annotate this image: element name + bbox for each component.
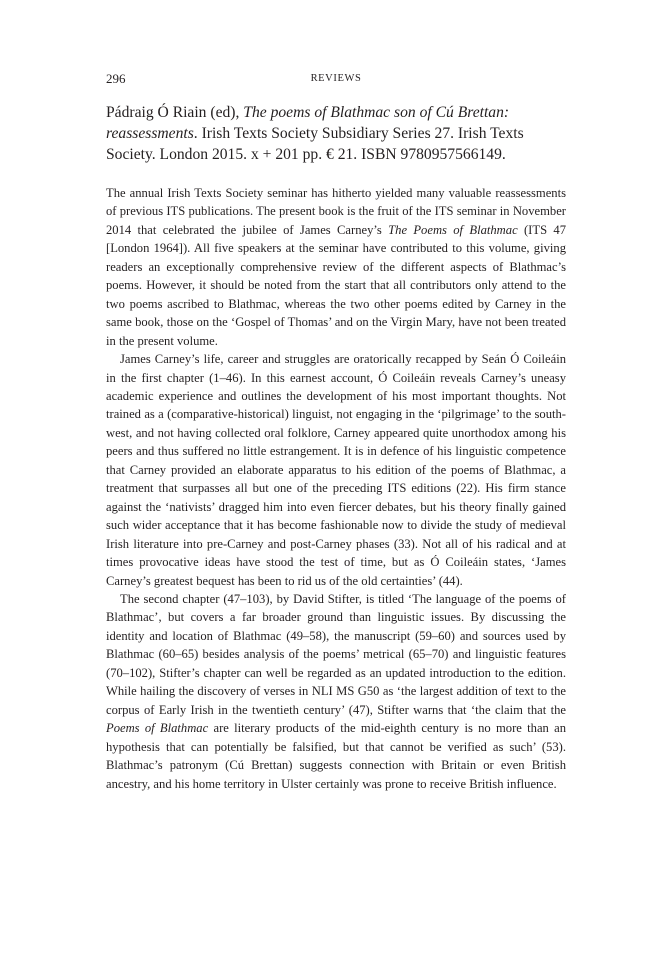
review-citation <box>106 102 566 165</box>
citation-details: . Irish Texts Society Subsidiary Series 27. Irish Texts Society. London 2015. x + 201 pp. € 21. ISBN 9780957566149. <box>106 125 524 163</box>
citation-title: The poems of Blathmac son of Cú Brettan: reassessments <box>106 104 510 142</box>
review-body <box>106 184 566 793</box>
paragraph-text: The second chapter (47–103), by David Stifter, is titled ‘The language of the poems of Blathmac’, but covers a far broader ground than linguistic issues. By discussing the identity and location of Blathmac (49–58), the manuscript (59–60) and sources used by Blathmac (60–65) besides analysis of the poems’ metrical (65–70) and linguistic features (70–102), Stifter’s chapter can well be regarded as an updated introduction to the edition. While hailing the discovery of verses in NLI MS G50 as ‘the largest addition of text to the corpus of Early Irish in the twentieth century’ (47), Stifter warns that ‘the claim that the <box>106 591 566 717</box>
italic-title: Poems of Blathmac <box>106 721 209 736</box>
section-label: REVIEWS <box>310 73 362 84</box>
page-number: 296 <box>106 71 126 86</box>
paragraph <box>106 184 566 350</box>
paragraph <box>106 590 566 793</box>
page <box>106 70 566 793</box>
paragraph: James Carney’s life, career and struggles are oratorically recapped by Seán Ó Coileáin in the first chapter (1–46). In this earnest account, Ó Coileáin reveals Carney’s uneasy academic experience and outlines the development of his most important thoughts. Not trained as a (comparative-historical) linguist, not engaging in the ‘pilgrimage’ to the south-west, and not having collected oral folklore, Carney appeared quite unorthodox among his peers and thus suffered no little estrangement. It is in defence of his linguistic competence that Carney provided an elaborate apparatus to his edition of the poems of Blathmac, a treatment that surpasses all but one of the preceding ITS editions (22). His firm stance against the ‘nativists’ dragged him into even fiercer debates, but his theory finally gained such wider acceptance that it has become fashionable now to divide the study of medieval Irish literature into pre-Carney and post-Carney phases (33). Not all of his radical and at times provocative ideas have stood the test of time, but as Ó Coileáin states, ‘James Carney’s greatest bequest has been to rid us of the old certainties’ (44). <box>106 352 566 588</box>
italic-title: The Poems of Blathmac <box>388 222 518 237</box>
paragraph-text: The annual Irish Texts Society seminar has hitherto yielded many valuable reassessments of previous ITS publications. The present book is the fruit of the ITS seminar in November 2014 that celebrated the jubilee of James Carney’s <box>106 186 566 237</box>
citation-editor: Pádraig Ó Riain (ed), <box>106 104 244 121</box>
paragraph-text: (ITS 47 [London 1964]). All five speakers at the seminar have contributed to this volume, giving readers an exceptionally comprehensive review of the different aspects of Blathmac’s poems. However, it should be noted from the start that all contributors only attend to the two poems ascribed to Blathmac, whereas the two other poems edited by Carney in the same book, those on the ‘Gospel of Thomas’ and on the Virgin Mary, have not been treated in the present volume. <box>106 222 566 348</box>
running-head <box>106 70 566 88</box>
paragraph-text: are literary products of the mid-eighth century is no more than an hypothesis that can potentially be falsified, but that cannot be verified as such’ (53). Blathmac’s patronym (Cú Brettan) suggests connection with Britain or even British ancestry, and his home territory in Ulster certainly was prone to receive British influence. <box>106 721 566 791</box>
